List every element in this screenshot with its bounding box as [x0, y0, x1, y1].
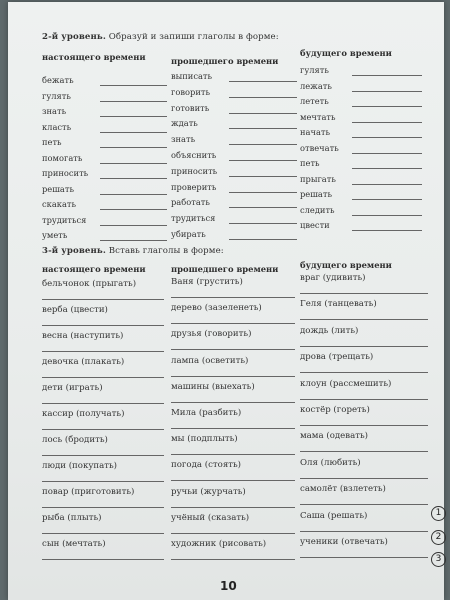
- level3-phrase: ручьи (журчать): [171, 486, 246, 497]
- answer-blank: [100, 209, 167, 210]
- level3-entry: [171, 302, 295, 326]
- level3-entry: [171, 381, 295, 405]
- answer-blank: [100, 116, 167, 117]
- answer-blank: [352, 230, 422, 231]
- answer-blank: [300, 451, 428, 452]
- level3-entry: [42, 460, 164, 484]
- level3-header-present: настоящего времени: [42, 264, 146, 274]
- level3-phrase: лампа (осветить): [171, 355, 249, 366]
- level2-word: гулять: [42, 90, 71, 101]
- level2-word: уметь: [42, 230, 68, 240]
- level2-entry: [171, 165, 297, 179]
- level2-word: проверить: [171, 181, 217, 192]
- level3-phrase: сын (мечтать): [42, 539, 106, 549]
- level3-phrase: Саша (решать): [300, 510, 368, 521]
- level2-entry: [300, 219, 422, 233]
- level2-word: лежать: [300, 80, 332, 91]
- level2-word: прыгать: [300, 173, 336, 184]
- level2-word: следить: [300, 204, 335, 215]
- answer-blank: [352, 122, 422, 123]
- answer-blank: [42, 429, 164, 430]
- level3-entry: [300, 351, 428, 375]
- level3-entry: [42, 434, 164, 458]
- level3-header-future: будущего времени: [300, 260, 392, 270]
- level2-entry: [171, 70, 297, 84]
- level2-entry: [300, 142, 422, 156]
- level2-entry: [171, 117, 297, 131]
- level2-word: класть: [42, 121, 72, 132]
- answer-blank: [352, 184, 422, 185]
- level3-entry: [42, 512, 164, 536]
- answer-blank: [100, 85, 167, 86]
- level2-entry: [300, 95, 422, 109]
- level2-entry: [42, 198, 167, 212]
- level2-entry: [300, 80, 422, 94]
- answer-blank: [171, 559, 295, 560]
- answer-blank: [42, 455, 164, 456]
- level2-word: приносить: [171, 165, 218, 176]
- level2-word: знать: [171, 134, 196, 145]
- level3-phrase: дети (играть): [42, 383, 103, 393]
- level2-entry: [42, 183, 167, 197]
- level2-word: бежать: [42, 75, 74, 85]
- level2-entry: [42, 167, 167, 181]
- answer-blank: [352, 91, 422, 92]
- level2-word: отвечать: [300, 142, 339, 153]
- answer-blank: [300, 372, 428, 373]
- answer-blank: [300, 346, 428, 347]
- level3-entry: [42, 486, 164, 510]
- level2-header-future: будущего времени: [300, 48, 392, 58]
- level2-word: скакать: [42, 199, 77, 209]
- level3-entry: [300, 404, 428, 428]
- level2-word: объяснить: [171, 150, 217, 160]
- level2-entry: [42, 152, 167, 166]
- answer-blank: [352, 106, 422, 107]
- level2-header-present: настоящего времени: [42, 52, 146, 62]
- answer-blank: [300, 319, 428, 320]
- answer-blank: [42, 325, 164, 326]
- answer-blank: [229, 113, 297, 114]
- level3-entry: [171, 328, 295, 352]
- marker-circle-3: 3: [431, 552, 446, 567]
- level3-entry: [171, 433, 295, 457]
- level2-word: петь: [300, 158, 320, 168]
- level3-phrase: учёный (сказать): [171, 512, 250, 523]
- level2-entry: [171, 149, 297, 163]
- level2-word: трудиться: [42, 214, 87, 225]
- level2-word: начать: [300, 127, 331, 137]
- level2-entry: [42, 74, 167, 88]
- level3-entry: [42, 408, 164, 432]
- answer-blank: [100, 225, 167, 226]
- answer-blank: [100, 194, 167, 195]
- answer-blank: [229, 176, 297, 177]
- answer-blank: [100, 147, 167, 148]
- level3-phrase: мама (одевать): [300, 431, 368, 442]
- level2-word: работать: [171, 197, 210, 208]
- level2-entry: [42, 90, 167, 104]
- level3-header-past: прошедшего времени: [171, 264, 279, 274]
- level3-phrase: Геля (танцевать): [300, 299, 377, 310]
- level3-entry: [171, 538, 295, 562]
- answer-blank: [300, 531, 428, 532]
- answer-blank: [229, 128, 297, 129]
- level3-entry: [300, 272, 428, 296]
- level3-entry: [300, 457, 428, 481]
- level3-phrase: повар (приготовить): [42, 487, 135, 497]
- level2-word: говорить: [171, 86, 210, 97]
- answer-blank: [229, 192, 297, 193]
- level3-entry: [42, 538, 164, 562]
- level3-phrase: лось (бродить): [42, 435, 108, 445]
- level3-phrase: враг (удивить): [300, 273, 366, 283]
- answer-blank: [100, 132, 167, 133]
- level2-entry: [171, 196, 297, 210]
- answer-blank: [229, 207, 297, 208]
- level2-entry: [300, 64, 422, 78]
- answer-blank: [171, 507, 295, 508]
- level2-word: гулять: [300, 65, 329, 75]
- answer-blank: [42, 481, 164, 482]
- level3-phrase: костёр (гореть): [300, 405, 370, 415]
- answer-blank: [300, 399, 428, 400]
- level3-phrase: клоун (рассмешить): [300, 378, 392, 389]
- answer-blank: [42, 403, 164, 404]
- answer-blank: [229, 160, 297, 161]
- level3-phrase: мы (подплыть): [171, 434, 238, 445]
- answer-blank: [42, 299, 164, 300]
- answer-blank: [300, 478, 428, 479]
- answer-blank: [171, 428, 295, 429]
- answer-blank: [171, 480, 295, 481]
- level2-entry: [42, 121, 167, 135]
- level3-entry: [300, 510, 428, 534]
- level3-entry: [300, 430, 428, 454]
- level3-phrase: рыба (плыть): [42, 513, 102, 523]
- answer-blank: [352, 215, 422, 216]
- level3-phrase: ученики (отвечать): [300, 537, 388, 547]
- level3-label: 3-й уровень.: [42, 246, 106, 256]
- level3-entry: [42, 304, 164, 328]
- level3-phrase: кассир (получать): [42, 409, 125, 419]
- level2-word: помогать: [42, 152, 83, 163]
- level3-instruction: Вставь глаголы в форме:: [108, 246, 224, 256]
- answer-blank: [352, 168, 422, 169]
- level2-word: трудиться: [171, 213, 216, 224]
- level2-word: убирать: [171, 229, 206, 239]
- level3-entry: [171, 276, 295, 300]
- level2-entry: [42, 214, 167, 228]
- answer-blank: [171, 349, 295, 350]
- level3-phrase: весна (наступить): [42, 331, 124, 341]
- level2-entry: [300, 173, 422, 187]
- answer-blank: [171, 376, 295, 377]
- level3-entry: [171, 459, 295, 483]
- level3-phrase: верба (цвести): [42, 305, 108, 315]
- level2-entry: [42, 136, 167, 150]
- marker-circle-2: 2: [431, 530, 446, 545]
- level2-entry: [300, 126, 422, 140]
- level2-word: лететь: [300, 96, 329, 106]
- answer-blank: [229, 223, 297, 224]
- level3-entry: [42, 330, 164, 354]
- level3-phrase: люди (покупать): [42, 461, 118, 471]
- answer-blank: [300, 504, 428, 505]
- level3-entry: [42, 382, 164, 406]
- level2-entry: [171, 212, 297, 226]
- answer-blank: [352, 153, 422, 154]
- level3-phrase: самолёт (взлететь): [300, 484, 386, 495]
- level2-title: [42, 32, 279, 42]
- answer-blank: [300, 425, 428, 426]
- page-number: 10: [220, 579, 237, 593]
- answer-blank: [100, 178, 167, 179]
- workbook-page: [8, 2, 444, 600]
- level2-word: мечтать: [300, 111, 336, 122]
- level3-phrase: дерево (зазеленеть): [171, 303, 262, 314]
- level3-phrase: друзья (говорить): [171, 329, 252, 340]
- level3-entry: [300, 378, 428, 402]
- level3-entry: [300, 536, 428, 560]
- level3-entry: [171, 486, 295, 510]
- answer-blank: [42, 559, 164, 560]
- level2-word: выписать: [171, 71, 213, 81]
- level3-phrase: машины (выехать): [171, 381, 255, 392]
- answer-blank: [171, 297, 295, 298]
- level2-word: решать: [300, 189, 332, 199]
- level3-phrase: бельчонок (прыгать): [42, 279, 137, 289]
- level3-phrase: Оля (любить): [300, 457, 361, 468]
- level3-phrase: Мила (разбить): [171, 408, 242, 418]
- level2-instruction: Образуй и запиши глаголы в форме:: [108, 32, 279, 42]
- answer-blank: [229, 239, 297, 240]
- level2-word: ждать: [171, 118, 198, 129]
- level3-entry: [171, 355, 295, 379]
- level2-word: петь: [42, 137, 62, 147]
- answer-blank: [171, 323, 295, 324]
- answer-blank: [100, 101, 167, 102]
- answer-blank: [229, 97, 297, 98]
- level3-phrase: дождь (лить): [300, 325, 359, 336]
- level3-phrase: девочка (плакать): [42, 357, 125, 367]
- answer-blank: [171, 402, 295, 403]
- answer-blank: [171, 454, 295, 455]
- answer-blank: [352, 137, 422, 138]
- level2-word: приносить: [42, 168, 89, 178]
- level2-entry: [171, 228, 297, 242]
- marker-circle-1: 1: [431, 506, 446, 521]
- level2-label: 2-й уровень.: [42, 32, 106, 42]
- level3-entry: [171, 407, 295, 431]
- answer-blank: [229, 144, 297, 145]
- answer-blank: [100, 163, 167, 164]
- level2-entry: [42, 105, 167, 119]
- answer-blank: [42, 351, 164, 352]
- answer-blank: [352, 75, 422, 76]
- answer-blank: [300, 557, 428, 558]
- answer-blank: [352, 199, 422, 200]
- answer-blank: [100, 240, 167, 241]
- level3-entry: [171, 512, 295, 536]
- level2-entry: [171, 133, 297, 147]
- answer-blank: [300, 293, 428, 294]
- level2-word: решать: [42, 183, 74, 194]
- level2-entry: [171, 86, 297, 100]
- answer-blank: [42, 377, 164, 378]
- level3-entry: [42, 278, 164, 302]
- level3-entry: [300, 298, 428, 322]
- level3-title: [42, 246, 224, 256]
- level2-word: знать: [42, 106, 67, 116]
- level2-header-past: прошедшего времени: [171, 56, 279, 66]
- level2-entry: [300, 188, 422, 202]
- level2-entry: [42, 229, 167, 243]
- level2-word: готовить: [171, 102, 210, 113]
- level3-phrase: дрова (трещать): [300, 352, 374, 363]
- level2-entry: [300, 157, 422, 171]
- level2-entry: [300, 204, 422, 218]
- level3-phrase: Ваня (грустить): [171, 277, 243, 287]
- answer-blank: [229, 81, 297, 82]
- level3-phrase: погода (стоять): [171, 460, 242, 471]
- level2-entry: [171, 181, 297, 195]
- level2-entry: [300, 111, 422, 125]
- level3-entry: [42, 356, 164, 380]
- answer-blank: [42, 507, 164, 508]
- level2-entry: [171, 102, 297, 116]
- level3-entry: [300, 325, 428, 349]
- level3-entry: [300, 483, 428, 507]
- answer-blank: [42, 533, 164, 534]
- level3-phrase: художник (рисовать): [171, 539, 267, 549]
- level2-word: цвести: [300, 220, 330, 230]
- answer-blank: [171, 533, 295, 534]
